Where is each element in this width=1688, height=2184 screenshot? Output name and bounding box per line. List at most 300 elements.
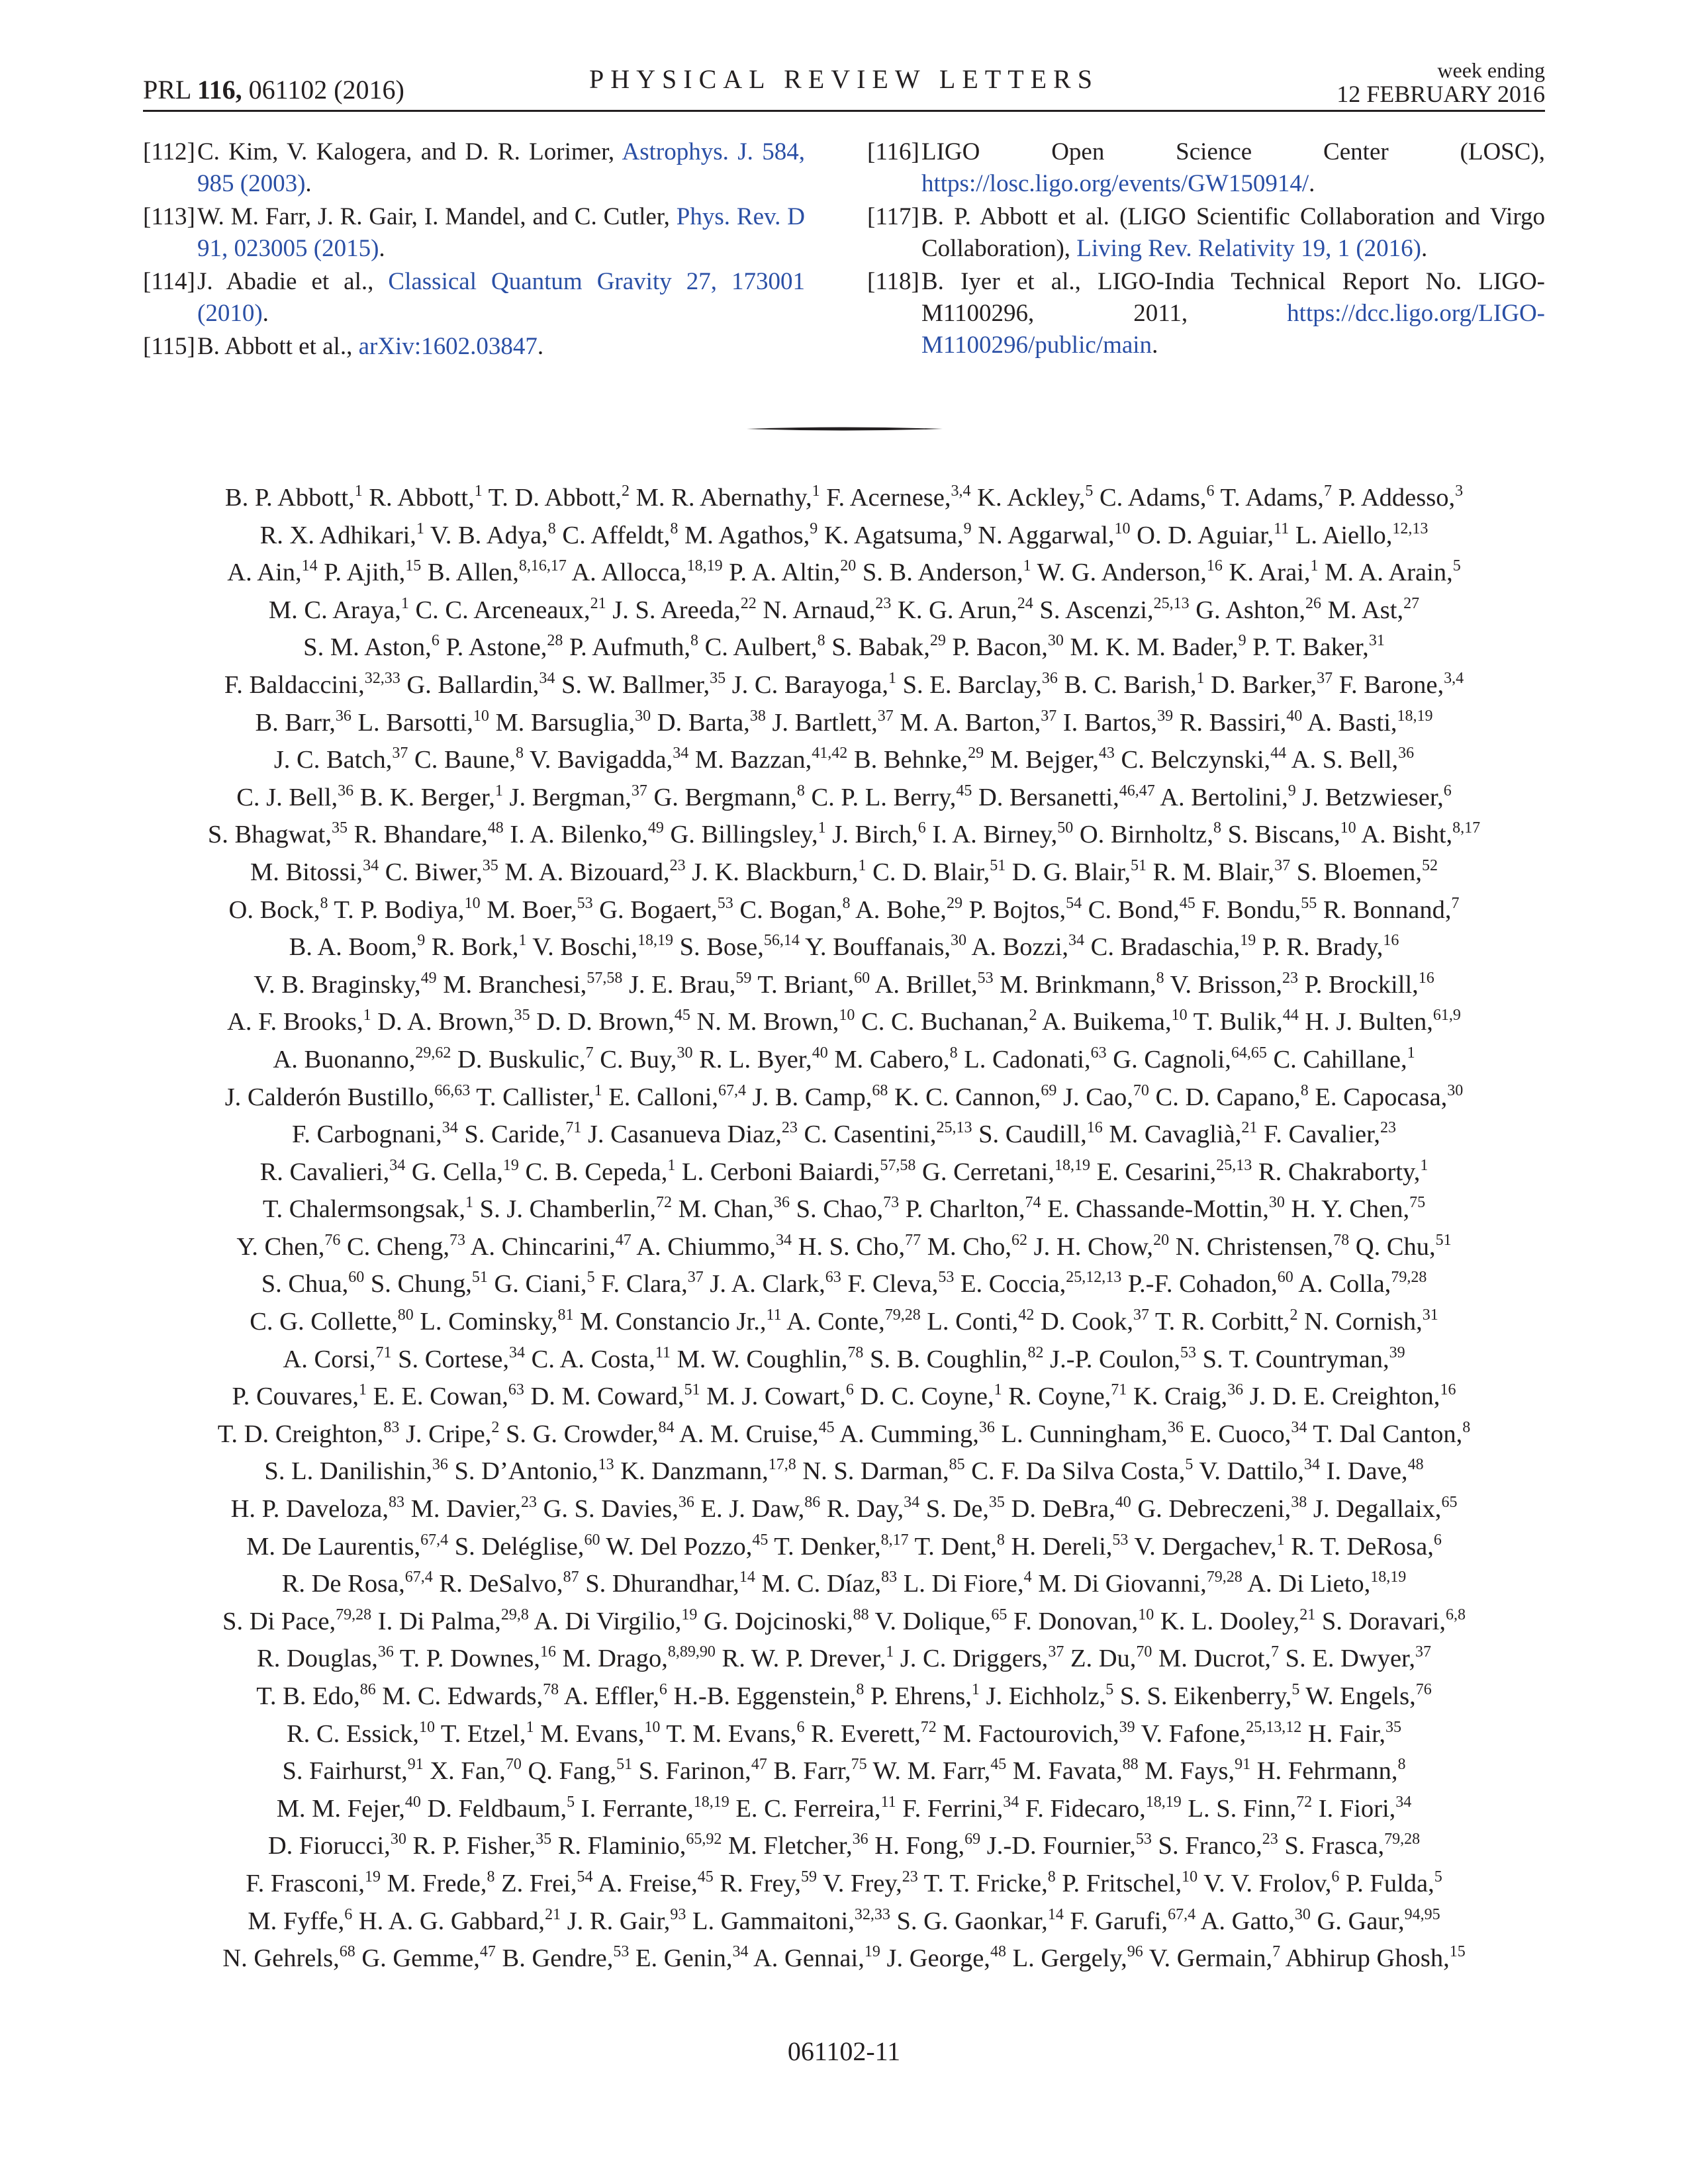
affiliation-marker: 39 (1389, 1343, 1405, 1361)
affiliation-marker: 34 (904, 1494, 920, 1512)
affiliation-marker: 34 (1395, 1793, 1412, 1811)
affiliation-marker: 51 (471, 1269, 488, 1287)
references-right-column (867, 136, 1545, 363)
affiliation-marker: 37 (631, 782, 647, 799)
author-line: S. Di Pace,$^{79,28}$ I. Di Palma,$^{29,8}$ A. Di Virgilio,$^{19}$ G. Dojcinoski,$^{88}$ V. Dolique,$^{65}$ F. Donovan,$^{10}$ K. L. Dooley,$^{21}$ S. Doravari,$^{6,8}$ (222, 1606, 1466, 1635)
affiliation-marker: 37 (1415, 1643, 1431, 1661)
affiliation-marker: 1 (1276, 1531, 1285, 1549)
affiliation-marker: 50 (1057, 819, 1074, 837)
affiliation-marker: 36 (335, 707, 352, 725)
affiliation-marker: 34 (509, 1343, 526, 1361)
reference-number: [113] (143, 203, 195, 230)
affiliation-marker: 6 (1433, 1531, 1442, 1549)
reference-tail: . (537, 333, 544, 360)
affiliation-marker: 65 (991, 1606, 1008, 1623)
affiliation-marker: 72 (920, 1718, 937, 1736)
affiliation-marker: 64,65 (1231, 1044, 1267, 1062)
reference-item (143, 136, 805, 200)
affiliation-marker: 86 (359, 1681, 376, 1698)
author-line: M. M. Fejer,$^{40}$ D. Feldbaum,$^5$ I. Ferrante,$^{18,19}$ E. C. Ferreira,$^{11}$ F. Ferrini,$^{34}$ F. Fidecaro,$^{18,19}$ L. S. Finn,$^{72}$ I. Fiori,$^{34}$ (276, 1793, 1412, 1823)
affiliation-marker: 45 (818, 1418, 835, 1436)
author-line: S. Fairhurst,$^{91}$ X. Fan,$^{70}$ Q. Fang,$^{51}$ S. Farinon,$^{47}$ B. Farr,$^{75}$ W. M. Farr,$^{45}$ M. Favata,$^{88}$ M. Fays,$^{91}$ H. Fehrmann,$^8$ (282, 1756, 1406, 1786)
affiliation-marker: 7 (1272, 1943, 1281, 1961)
affiliation-marker: 9 (963, 520, 972, 537)
affiliation-marker: 1 (465, 1194, 474, 1212)
affiliation-marker: 79,28 (1206, 1569, 1243, 1586)
affiliation-marker: 8 (817, 632, 825, 650)
affiliation-marker: 93 (670, 1905, 686, 1923)
affiliation-marker: 36 (773, 1194, 790, 1212)
reference-link[interactable]: https://dcc.ligo.org/LIGO-M1100296/public/main (921, 300, 1545, 359)
affiliation-marker: 79,28 (1391, 1269, 1427, 1287)
author-line: F. Baldaccini,$^{32,33}$ G. Ballardin,$^{34}$ S. W. Ballmer,$^{35}$ J. C. Barayoga,$^1$ S. E. Barclay,$^{36}$ B. C. Barish,$^1$ D. Barker,$^{37}$ F. Barone,$^{3,4}$ (224, 669, 1464, 699)
affiliation-marker: 51 (1131, 856, 1147, 874)
affiliation-marker: 8,17 (1452, 819, 1481, 837)
affiliation-marker: 1 (1420, 1156, 1429, 1174)
affiliation-marker: 7 (1323, 482, 1332, 500)
affiliation-marker: 91 (407, 1756, 424, 1774)
reference-text: J. Abadie et al., (197, 268, 389, 295)
affiliation-marker: 78 (1333, 1231, 1350, 1249)
affiliation-marker: 10 (1138, 1606, 1154, 1623)
reference-item (867, 201, 1545, 265)
author-line: R. De Rosa,$^{67,4}$ R. DeSalvo,$^{87}$ S. Dhurandhar,$^{14}$ M. C. Díaz,$^{83}$ L. Di Fiore,$^4$ M. Di Giovanni,$^{79,28}$ A. Di Lieto,$^{18,19}$ (281, 1569, 1407, 1598)
affiliation-marker: 73 (449, 1231, 466, 1249)
affiliation-marker: 63 (825, 1269, 841, 1287)
affiliation-marker: 8 (796, 782, 805, 799)
affiliation-marker: 12,13 (1392, 520, 1429, 537)
affiliation-marker: 34 (1304, 1456, 1320, 1474)
author-line: Y. Chen,$^{76}$ C. Cheng,$^{73}$ A. Chincarini,$^{47}$ A. Chiummo,$^{34}$ H. S. Cho,$^{77}$ M. Cho,$^{62}$ J. H. Chow,$^{20}$ N. Christensen,$^{78}$ Q. Chu,$^{51}$ (236, 1231, 1452, 1261)
affiliation-marker: 53 (1112, 1531, 1129, 1549)
affiliation-marker: 7 (585, 1044, 594, 1062)
affiliation-marker: 5 (1434, 1868, 1442, 1886)
author-line: S. Bhagwat,$^{35}$ R. Bhandare,$^{48}$ I. A. Bilenko,$^{49}$ G. Billingsley,$^1$ J. Birch,$^6$ I. A. Birney,$^{50}$ O. Birnholtz,$^8$ S. Biscans,$^{10}$ A. Bisht,$^{8,17}$ (207, 819, 1481, 849)
affiliation-marker: 18,19 (1054, 1156, 1090, 1174)
affiliation-marker: 37 (1133, 1306, 1150, 1324)
affiliation-marker: 36 (1167, 1418, 1184, 1436)
affiliation-marker: 38 (749, 707, 766, 725)
affiliation-marker: 19 (864, 1943, 880, 1961)
header-rule (143, 110, 1545, 112)
affiliation-marker: 87 (563, 1569, 579, 1586)
affiliation-marker: 63 (508, 1381, 524, 1399)
author-list (143, 479, 1545, 1978)
affiliation-marker: 15 (1449, 1943, 1466, 1961)
affiliation-marker: 8 (547, 520, 556, 537)
affiliation-marker: 18,19 (1370, 1569, 1407, 1586)
affiliation-marker: 30 (1047, 632, 1064, 650)
affiliation-marker: 16 (1418, 969, 1434, 987)
affiliation-marker: 10 (1114, 520, 1131, 537)
affiliation-marker: 1 (886, 1643, 894, 1661)
affiliation-marker: 11 (766, 1306, 782, 1324)
affiliation-marker: 59 (801, 1868, 818, 1886)
affiliation-marker: 53 (577, 894, 593, 912)
affiliation-marker: 85 (949, 1456, 965, 1474)
affiliation-marker: 41,42 (812, 745, 848, 762)
affiliation-marker: 36 (432, 1456, 448, 1474)
affiliation-marker: 37 (687, 1269, 704, 1287)
affiliation-marker: 16 (1440, 1381, 1456, 1399)
affiliation-marker: 1 (494, 782, 503, 799)
affiliation-marker: 23 (669, 856, 686, 874)
affiliation-marker: 37 (877, 707, 894, 725)
affiliation-marker: 51 (684, 1381, 700, 1399)
affiliation-marker: 18,19 (686, 557, 723, 575)
affiliation-marker: 14 (739, 1569, 755, 1586)
author-line: B. A. Boom,$^9$ R. Bork,$^1$ V. Boschi,$^{18,19}$ S. Bose,$^{56,14}$ Y. Bouffanais,$^{30}$ A. Bozzi,$^{34}$ C. Bradaschia,$^{19}$ P. R. Brady,$^{16}$ (289, 932, 1399, 962)
affiliation-marker: 49 (420, 969, 437, 987)
affiliation-marker: 37 (1048, 1643, 1064, 1661)
affiliation-marker: 5 (567, 1793, 575, 1811)
affiliation-marker: 79,28 (884, 1306, 921, 1324)
affiliation-marker: 56,14 (763, 932, 800, 950)
affiliation-marker: 1 (474, 482, 483, 500)
author-line: N. Gehrels,$^{68}$ G. Gemme,$^{47}$ B. Gendre,$^{53}$ E. Genin,$^{34}$ A. Gennai,$^{19}$ J. George,$^{48}$ L. Gergely,$^{96}$ V. Germain,$^7$ Abhirup Ghosh,$^{15}$ (222, 1943, 1466, 1973)
affiliation-marker: 10 (419, 1718, 435, 1736)
affiliation-marker: 34 (363, 856, 379, 874)
affiliation-marker: 23 (781, 1119, 798, 1137)
affiliation-marker: 34 (1003, 1793, 1019, 1811)
affiliation-marker: 37 (1274, 856, 1291, 874)
affiliation-marker: 21 (1241, 1119, 1258, 1137)
author-line: R. C. Essick,$^{10}$ T. Etzel,$^1$ M. Evans,$^{10}$ T. M. Evans,$^6$ R. Everett,$^{72}$ M. Factourovich,$^{39}$ V. Fafone,$^{25,13,12}$ H. Fair,$^{35}$ (286, 1718, 1401, 1748)
affiliation-marker: 75 (1409, 1194, 1426, 1212)
affiliation-marker: 8 (856, 1681, 865, 1698)
reference-tail: . (379, 235, 385, 262)
affiliation-marker: 11 (880, 1793, 896, 1811)
author-line: J. C. Batch,$^{37}$ C. Baune,$^8$ V. Bavigadda,$^{34}$ M. Bazzan,$^{41,42}$ B. Behnke,$^{29}$ M. Bejger,$^{43}$ C. Belczynski,$^{44}$ A. S. Bell,$^{36}$ (273, 745, 1415, 774)
affiliation-marker: 18,19 (1145, 1793, 1182, 1811)
affiliation-marker: 8 (949, 1044, 958, 1062)
affiliation-marker: 36 (1227, 1381, 1244, 1399)
affiliation-marker: 1 (358, 1381, 367, 1399)
affiliation-marker: 63 (1090, 1044, 1107, 1062)
affiliation-marker: 21 (590, 594, 606, 612)
affiliation-marker: 51 (616, 1756, 633, 1774)
author-line: M. C. Araya,$^1$ C. C. Arceneaux,$^{21}$ J. S. Areeda,$^{22}$ N. Arnaud,$^{23}$ K. G. Arun,$^{24}$ S. Ascenzi,$^{25,13}$ G. Ashton,$^{26}$ M. Ast,$^{27}$ (268, 594, 1420, 624)
affiliation-marker: 1 (518, 932, 527, 950)
author-line: J. Calderón Bustillo,$^{66,63}$ T. Callister,$^1$ E. Calloni,$^{67,4}$ J. B. Camp,$^{68}$ K. C. Cannon,$^{69}$ J. Cao,$^{70}$ C. D. Capano,$^8$ E. Capocasa,$^{30}$ (224, 1081, 1464, 1111)
affiliation-marker: 29 (946, 894, 962, 912)
affiliation-marker: 5 (1291, 1681, 1300, 1698)
affiliation-marker: 6 (344, 1905, 353, 1923)
affiliation-marker: 70 (505, 1756, 522, 1774)
affiliation-marker: 23 (875, 594, 892, 612)
affiliation-marker: 8 (1397, 1756, 1406, 1774)
affiliation-marker: 71 (565, 1119, 582, 1137)
affiliation-marker: 25,13,12 (1246, 1718, 1302, 1736)
affiliation-marker: 5 (1452, 557, 1461, 575)
affiliation-marker: 2 (622, 482, 630, 500)
affiliation-marker: 26 (1305, 594, 1321, 612)
reference-link[interactable]: Living Rev. Relativity 19, 1 (2016) (1076, 235, 1421, 262)
affiliation-marker: 31 (1368, 632, 1385, 650)
affiliation-marker: 78 (543, 1681, 559, 1698)
affiliation-marker: 54 (577, 1868, 593, 1886)
affiliation-marker: 8,89,90 (667, 1643, 716, 1661)
affiliation-marker: 76 (324, 1231, 341, 1249)
affiliation-marker: 60 (348, 1269, 365, 1287)
affiliation-marker: 23 (902, 1868, 918, 1886)
affiliation-marker: 2 (1289, 1306, 1298, 1324)
affiliation-marker: 10 (839, 1007, 855, 1024)
author-line: F. Frasconi,$^{19}$ M. Frede,$^8$ Z. Frei,$^{54}$ A. Freise,$^{45}$ R. Frey,$^{59}$ V. Frey,$^{23}$ T. T. Fricke,$^8$ P. Fritschel,$^{10}$ V. V. Frolov,$^6$ P. Fulda,$^5$ (246, 1868, 1442, 1897)
affiliation-marker: 10 (1171, 1007, 1188, 1024)
affiliation-marker: 79,28 (1384, 1831, 1421, 1848)
affiliation-marker: 91 (1235, 1756, 1251, 1774)
affiliation-marker: 22 (740, 594, 757, 612)
affiliation-marker: 40 (1115, 1494, 1131, 1512)
affiliation-marker: 34 (1291, 1418, 1307, 1436)
affiliation-marker: 1 (400, 594, 409, 612)
affiliation-marker: 8 (670, 520, 679, 537)
author-line: B. Barr,$^{36}$ L. Barsotti,$^{10}$ M. Barsuglia,$^{30}$ D. Barta,$^{38}$ J. Bartlett,$^{37}$ M. A. Barton,$^{37}$ I. Bartos,$^{39}$ R. Bassiri,$^{40}$ A. Basti,$^{18,19}$ (255, 707, 1433, 737)
affiliation-marker: 9 (1288, 782, 1296, 799)
affiliation-marker: 13 (598, 1456, 614, 1474)
affiliation-marker: 29 (968, 745, 984, 762)
reference-number: [114] (143, 268, 195, 295)
affiliation-marker: 25,12,13 (1066, 1269, 1122, 1287)
affiliation-marker: 8 (690, 632, 698, 650)
issue-date-value: 12 FEBRUARY 2016 (1336, 81, 1545, 107)
affiliation-marker: 1 (667, 1156, 676, 1174)
affiliation-marker: 71 (1111, 1381, 1127, 1399)
affiliation-marker: 1 (818, 819, 826, 837)
affiliation-marker: 36 (678, 1494, 694, 1512)
affiliation-marker: 29 (929, 632, 946, 650)
affiliation-marker: 67,4 (1168, 1905, 1196, 1923)
affiliation-marker: 5 (1105, 1681, 1114, 1698)
reference-item (867, 266, 1545, 361)
affiliation-marker: 23 (520, 1494, 537, 1512)
affiliation-marker: 55 (1301, 894, 1317, 912)
affiliation-marker: 67,4 (420, 1531, 449, 1549)
affiliation-marker: 76 (1415, 1681, 1432, 1698)
affiliation-marker: 80 (397, 1306, 414, 1324)
page-number: 061102-11 (787, 2036, 901, 2066)
affiliation-marker: 1 (858, 856, 867, 874)
reference-text: B. Iyer et al., LIGO-India Technical Report No. LIGO-M1100296, 2011, (921, 268, 1545, 327)
author-line: B. P. Abbott,$^1$ R. Abbott,$^1$ T. D. Abbott,$^2$ M. R. Abernathy,$^1$ F. Acernese,$^{3,4}$ K. Ackley,$^5$ C. Adams,$^6$ T. Adams,$^7$ P. Addesso,$^3$ (224, 482, 1464, 512)
affiliation-marker: 8 (1462, 1418, 1471, 1436)
affiliation-marker: 36 (852, 1831, 868, 1848)
affiliation-marker: 48 (990, 1943, 1006, 1961)
reference-text: LIGO Open Science Center (LOSC), (921, 138, 1545, 165)
reference-tail: . (1309, 170, 1315, 197)
affiliation-marker: 21 (1299, 1606, 1316, 1623)
author-line: S. M. Aston,$^6$ P. Astone,$^{28}$ P. Aufmuth,$^8$ C. Aulbert,$^8$ S. Babak,$^{29}$ P. Bacon,$^{30}$ M. K. M. Bader,$^9$ P. T. Baker,$^{31}$ (303, 632, 1385, 662)
affiliation-marker: 35 (710, 669, 726, 687)
affiliation-marker: 34 (442, 1119, 458, 1137)
affiliation-marker: 3,4 (951, 482, 971, 500)
affiliation-marker: 35 (1385, 1718, 1401, 1736)
affiliation-marker: 16 (1206, 557, 1223, 575)
reference-number: [118] (867, 268, 919, 295)
reference-number: [116] (867, 138, 919, 165)
affiliation-marker: 65 (1441, 1494, 1458, 1512)
affiliation-marker: 6 (431, 632, 440, 650)
affiliation-marker: 65,92 (686, 1831, 722, 1848)
affiliation-marker: 48 (1407, 1456, 1424, 1474)
affiliation-marker: 45 (752, 1531, 769, 1549)
affiliation-marker: 40 (812, 1044, 828, 1062)
reference-tail: . (1421, 235, 1428, 262)
affiliation-marker: 5 (586, 1269, 595, 1287)
affiliation-marker: 19 (1240, 932, 1256, 950)
affiliation-marker: 44 (1282, 1007, 1299, 1024)
affiliation-marker: 8 (996, 1531, 1005, 1549)
affiliation-marker: 53 (613, 1943, 630, 1961)
author-line: M. Bitossi,$^{34}$ C. Biwer,$^{35}$ M. A. Bizouard,$^{23}$ J. K. Blackburn,$^1$ C. D. Blair,$^{51}$ D. G. Blair,$^{51}$ R. M. Blair,$^{37}$ S. Bloemen,$^{52}$ (250, 856, 1438, 886)
affiliation-marker: 75 (851, 1756, 867, 1774)
affiliation-marker: 35 (482, 856, 498, 874)
author-line: D. Fiorucci,$^{30}$ R. P. Fisher,$^{35}$ R. Flaminio,$^{65,92}$ M. Fletcher,$^{36}$ H. Fong,$^{69}$ J.-D. Fournier,$^{53}$ S. Franco,$^{23}$ S. Frasca,$^{79,28}$ (267, 1831, 1421, 1860)
affiliation-marker: 38 (1291, 1494, 1307, 1512)
affiliation-marker: 35 (332, 819, 348, 837)
affiliation-marker: 77 (905, 1231, 921, 1249)
affiliation-marker: 10 (473, 707, 489, 725)
affiliation-marker: 1 (812, 482, 820, 500)
affiliation-marker: 45 (697, 1868, 714, 1886)
affiliation-marker: 8 (1213, 819, 1221, 837)
reference-link[interactable]: arXiv:1602.03847 (358, 333, 538, 360)
affiliation-marker: 21 (545, 1905, 561, 1923)
affiliation-marker: 9 (810, 520, 818, 537)
affiliation-marker: 23 (1262, 1831, 1278, 1848)
affiliation-marker: 6 (659, 1681, 667, 1698)
affiliation-marker: 48 (487, 819, 504, 837)
author-line: V. B. Braginsky,$^{49}$ M. Branchesi,$^{57,58}$ J. E. Brau,$^{59}$ T. Briant,$^{60}$ A. Brillet,$^{53}$ M. Brinkmann,$^8$ V. Brisson,$^{23}$ P. Brockill,$^{16}$ (254, 969, 1434, 999)
affiliation-marker: 53 (717, 894, 733, 912)
affiliation-marker: 83 (389, 1494, 404, 1512)
affiliation-marker: 11 (1274, 520, 1289, 537)
affiliation-marker: 10 (1340, 819, 1356, 837)
reference-link[interactable]: Astrophys. J. 584, 985 (2003) (197, 138, 805, 197)
affiliation-marker: 8 (842, 894, 851, 912)
affiliation-marker: 45 (990, 1756, 1007, 1774)
affiliation-marker: 35 (536, 1831, 552, 1848)
author-line: T. B. Edo,$^{86}$ M. C. Edwards,$^{78}$ A. Effler,$^6$ H.-B. Eggenstein,$^8$ P. Ehrens,$^1$ J. Eichholz,$^5$ S. S. Eikenberry,$^5$ W. Engels,$^{76}$ (256, 1681, 1432, 1710)
affiliation-marker: 8 (1047, 1868, 1056, 1886)
affiliation-marker: 8 (487, 1868, 495, 1886)
reference-number: [112] (143, 138, 195, 165)
affiliation-marker: 3,4 (1444, 669, 1464, 687)
affiliation-marker: 36 (1041, 669, 1058, 687)
reference-link[interactable]: Classical Quantum Gravity 27, 173001 (2010) (197, 268, 806, 327)
affiliation-marker: 20 (1153, 1231, 1170, 1249)
reference-item (143, 201, 805, 265)
affiliation-marker: 59 (735, 969, 752, 987)
affiliation-marker: 11 (655, 1343, 671, 1361)
affiliation-marker: 37 (392, 745, 408, 762)
affiliation-marker: 52 (1422, 856, 1438, 874)
reference-text: W. M. Farr, J. R. Gair, I. Mandel, and C. Cutler, (197, 203, 677, 230)
affiliation-marker: 40 (404, 1793, 421, 1811)
journal-name: PHYSICAL REVIEW LETTERS (589, 64, 1099, 94)
affiliation-marker: 53 (1180, 1343, 1196, 1361)
author-line: S. Chua,$^{60}$ S. Chung,$^{51}$ G. Ciani,$^5$ F. Clara,$^{37}$ J. A. Clark,$^{63}$ F. Cleva,$^{53}$ E. Coccia,$^{25,12,13}$ P.-F. Cohadon,$^{60}$ A. Colla,$^{79,28}$ (261, 1269, 1427, 1298)
reference-text: B. P. Abbott et al. (LIGO Scientific Collaboration and Virgo Collaboration), (921, 203, 1545, 262)
author-line: F. Carbognani,$^{34}$ S. Caride,$^{71}$ J. Casanueva Diaz,$^{23}$ C. Casentini,$^{25,13}$ S. Caudill,$^{16}$ M. Cavaglià,$^{21}$ F. Cavalier,$^{23}$ (291, 1119, 1397, 1149)
affiliation-marker: 29,62 (415, 1044, 451, 1062)
reference-item (143, 266, 805, 330)
affiliation-marker: 34 (389, 1156, 406, 1174)
author-line: A. Ain,$^{14}$ P. Ajith,$^{15}$ B. Allen,$^{8,16,17}$ A. Allocca,$^{18,19}$ P. A. Altin,$^{20}$ S. B. Anderson,$^1$ W. G. Anderson,$^{16}$ K. Arai,$^1$ M. A. Arain,$^5$ (227, 557, 1461, 587)
affiliation-marker: 1 (354, 482, 363, 500)
affiliation-marker: 19 (365, 1868, 381, 1886)
affiliation-marker: 1 (994, 1381, 1002, 1399)
affiliation-marker: 16 (1383, 932, 1399, 950)
affiliation-marker: 10 (644, 1718, 661, 1736)
affiliation-marker: 16 (1086, 1119, 1103, 1137)
affiliation-marker: 40 (1286, 707, 1303, 725)
affiliation-marker: 30 (1294, 1905, 1311, 1923)
journal-citation: PRL 116, 061102 (2016) (143, 75, 404, 105)
affiliation-marker: 14 (301, 557, 318, 575)
affiliation-marker: 43 (1098, 745, 1115, 762)
affiliation-marker: 6,8 (1445, 1606, 1466, 1623)
affiliation-marker: 74 (1025, 1194, 1041, 1212)
affiliation-marker: 68 (339, 1943, 355, 1961)
affiliation-marker: 1 (416, 520, 424, 537)
reference-link[interactable]: Phys. Rev. D 91, 023005 (2015) (197, 203, 805, 262)
affiliation-marker: 27 (1403, 594, 1420, 612)
affiliation-marker: 30 (677, 1044, 693, 1062)
affiliation-marker: 39 (1119, 1718, 1135, 1736)
reference-link[interactable]: https://losc.ligo.org/events/GW150914/ (921, 170, 1309, 197)
affiliation-marker: 6 (917, 819, 926, 837)
affiliation-marker: 19 (681, 1606, 698, 1623)
author-line: C. J. Bell,$^{36}$ B. K. Berger,$^1$ J. Bergman,$^{37}$ G. Bergmann,$^8$ C. P. L. Berry,$^{45}$ D. Bersanetti,$^{46,47}$ A. Bertolini,$^9$ J. Betzwieser,$^6$ (236, 782, 1452, 811)
affiliation-marker: 70 (1133, 1081, 1149, 1099)
affiliation-marker: 94,95 (1404, 1905, 1440, 1923)
affiliation-marker: 14 (1047, 1905, 1064, 1923)
affiliation-marker: 1 (971, 1681, 980, 1698)
reference-text: B. Abbott et al., (197, 333, 359, 360)
affiliation-marker: 45 (1179, 894, 1196, 912)
affiliation-marker: 7 (1451, 894, 1460, 912)
affiliation-marker: 28 (547, 632, 563, 650)
reference-number: [115] (143, 333, 195, 360)
affiliation-marker: 49 (647, 819, 664, 837)
affiliation-marker: 8,17 (880, 1531, 909, 1549)
affiliation-marker: 18,19 (637, 932, 673, 950)
week-ending-label: week ending (1437, 58, 1545, 82)
affiliation-marker: 34 (673, 745, 689, 762)
affiliation-marker: 4 (1023, 1569, 1032, 1586)
affiliation-marker: 2 (491, 1418, 500, 1436)
affiliation-marker: 51 (990, 856, 1006, 874)
affiliation-marker: 1 (526, 1718, 534, 1736)
affiliation-marker: 9 (1238, 632, 1246, 650)
author-line: C. G. Collette,$^{80}$ L. Cominsky,$^{81}$ M. Constancio Jr.,$^{11}$ A. Conte,$^{79,28}$ L. Conti,$^{42}$ D. Cook,$^{37}$ T. R. Corbitt,$^2$ N. Cornish,$^{31}$ (250, 1306, 1438, 1336)
affiliation-marker: 6 (1331, 1868, 1340, 1886)
author-line: O. Bock,$^8$ T. P. Bodiya,$^{10}$ M. Boer,$^{53}$ G. Bogaert,$^{53}$ C. Bogan,$^8$ A. Bohe,$^{29}$ P. Bojtos,$^{54}$ C. Bond,$^{45}$ F. Bondu,$^{55}$ R. Bonnand,$^7$ (228, 894, 1460, 924)
affiliation-marker: 39 (1157, 707, 1174, 725)
author-line: R. Douglas,$^{36}$ T. P. Downes,$^{16}$ M. Drago,$^{8,89,90}$ R. W. P. Drever,$^1$ J. C. Driggers,$^{37}$ Z. Du,$^{70}$ M. Ducrot,$^7$ S. E. Dwyer,$^{37}$ (257, 1643, 1431, 1673)
author-line: A. Corsi,$^{71}$ S. Cortese,$^{34}$ C. A. Costa,$^{11}$ M. W. Coughlin,$^{78}$ S. B. Coughlin,$^{82}$ J.-P. Coulon,$^{53}$ S. T. Countryman,$^{39}$ (283, 1343, 1405, 1373)
affiliation-marker: 60 (854, 969, 870, 987)
affiliation-marker: 1 (888, 669, 897, 687)
affiliation-marker: 30 (951, 932, 967, 950)
affiliation-marker: 47 (751, 1756, 767, 1774)
affiliation-marker: 8 (515, 745, 524, 762)
affiliation-marker: 30 (390, 1831, 406, 1848)
volume: 116, (197, 75, 242, 105)
affiliation-marker: 30 (635, 707, 651, 725)
